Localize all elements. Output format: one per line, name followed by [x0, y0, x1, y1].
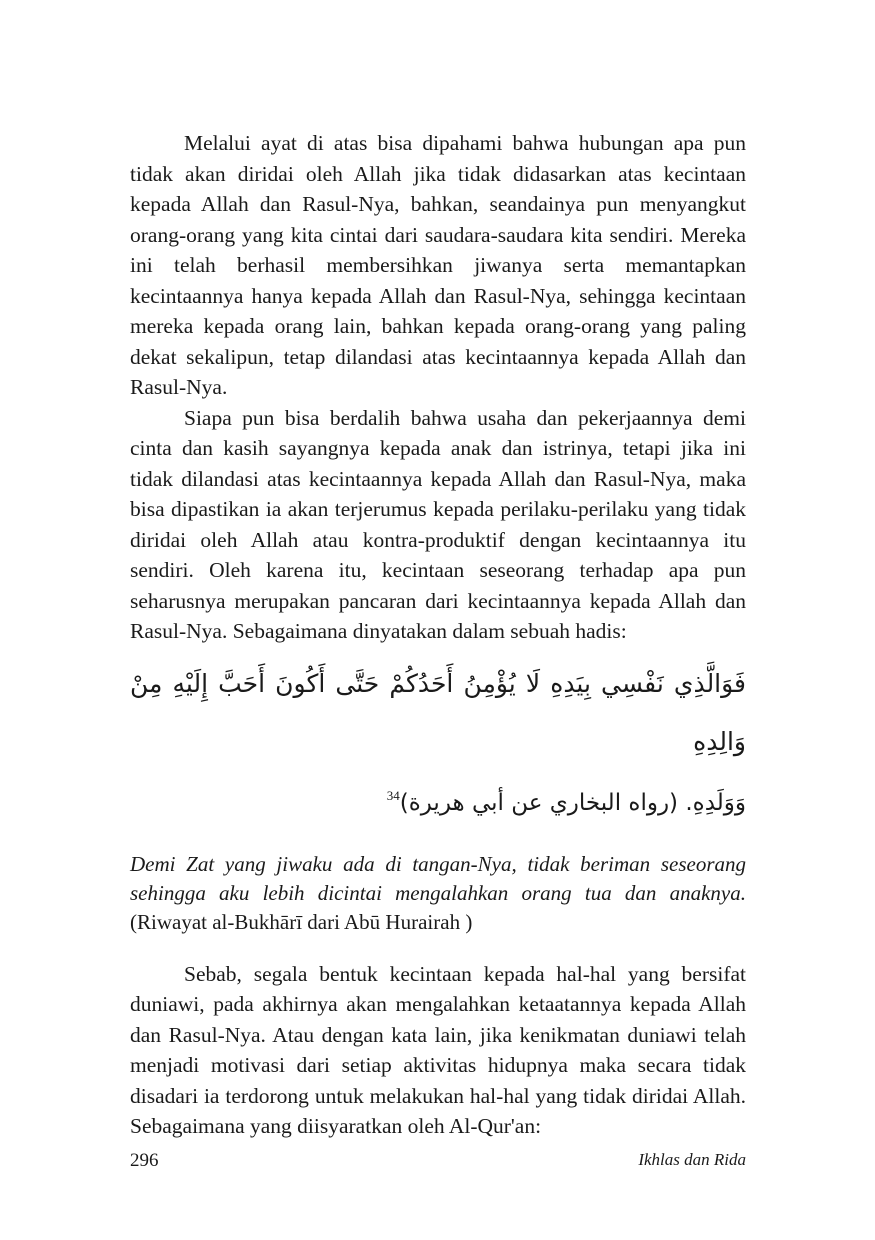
hadith-arabic-line-2	[130, 771, 746, 828]
translation-text: Demi Zat yang jiwaku ada di tangan-Nya, tidak beriman seseorang sehingga aku lebih dicintai mengalahkan orang tua dan anaknya.	[130, 851, 746, 905]
paragraph-1: Melalui ayat di atas bisa dipahami bahwa hubungan apa pun tidak akan diridai oleh Allah jika tidak didasarkan atas kecintaan kepada Allah dan Rasul-Nya, bahkan, seandainya pun menyangkut orang-orang yang kita cintai dari saudara-saudara kita sendiri. Mereka ini telah berhasil membersihkan jiwanya serta memantapkan kecintaannya hanya kepada Allah dan Rasul-Nya, sehingga kecintaan mereka kepada orang lain, bahkan kepada orang-orang yang paling dekat sekalipun, tetap dilandasi atas kecintaannya kepada Allah dan Rasul-Nya.	[130, 131, 746, 399]
page-number: 296	[130, 1150, 159, 1171]
hadith-translation	[130, 850, 746, 937]
hadith-arabic-line-1: فَوَالَّذِي نَفْسِي بِيَدِهِ لَا يُؤْمِنُ أَحَدُكُمْ حَتَّى أَكُونَ أَحَبَّ إِلَيْهِ مِنْ وَالِدِهِ	[130, 668, 746, 756]
running-title: Ikhlas dan Rida	[638, 1150, 746, 1169]
hadith-arabic-text: وَوَلَدِهِ. (رواه البخاري عن أبي هريرة)	[399, 789, 746, 816]
page-body	[130, 128, 746, 1142]
paragraph-3: Sebab, segala bentuk kecintaan kepada hal-hal yang bersifat duniawi, pada akhirnya akan mengalahkan ketaatannya kepada Allah dan Rasul-Nya. Atau dengan kata lain, jika kenikmatan duniawi telah menjadi motivasi dari setiap aktivitas hidupnya maka secara tidak disadari ia terdorong untuk melakukan hal-hal yang tidak diridai Allah. Sebagaimana yang diisyaratkan oleh Al-Qur'an:	[130, 961, 746, 1138]
footnote-marker: 34	[386, 787, 400, 803]
translation-source: (Riwayat al-Bukhārī dari Abū Hurairah )	[130, 909, 473, 934]
paragraph-2: Siapa pun bisa berdalih bahwa usaha dan pekerjaannya demi cinta dan kasih sayangnya kepada anak dan istrinya, tetapi jika ini tidak dilandasi atas kecintaannya kepada Allah dan Rasul-Nya, maka bisa dipastikan ia akan terjerumus kepada perilaku-perilaku yang tidak diridai oleh Allah atau kontra-produktif dengan kecintaannya itu sendiri. Oleh karena itu, kecintaan seseorang terhadap apa pun seharusnya merupakan pancaran dari kecintaannya kepada Allah dan Rasul-Nya. Sebagaimana dinyatakan dalam sebuah hadis:	[130, 405, 746, 643]
page-footer	[130, 1150, 746, 1172]
